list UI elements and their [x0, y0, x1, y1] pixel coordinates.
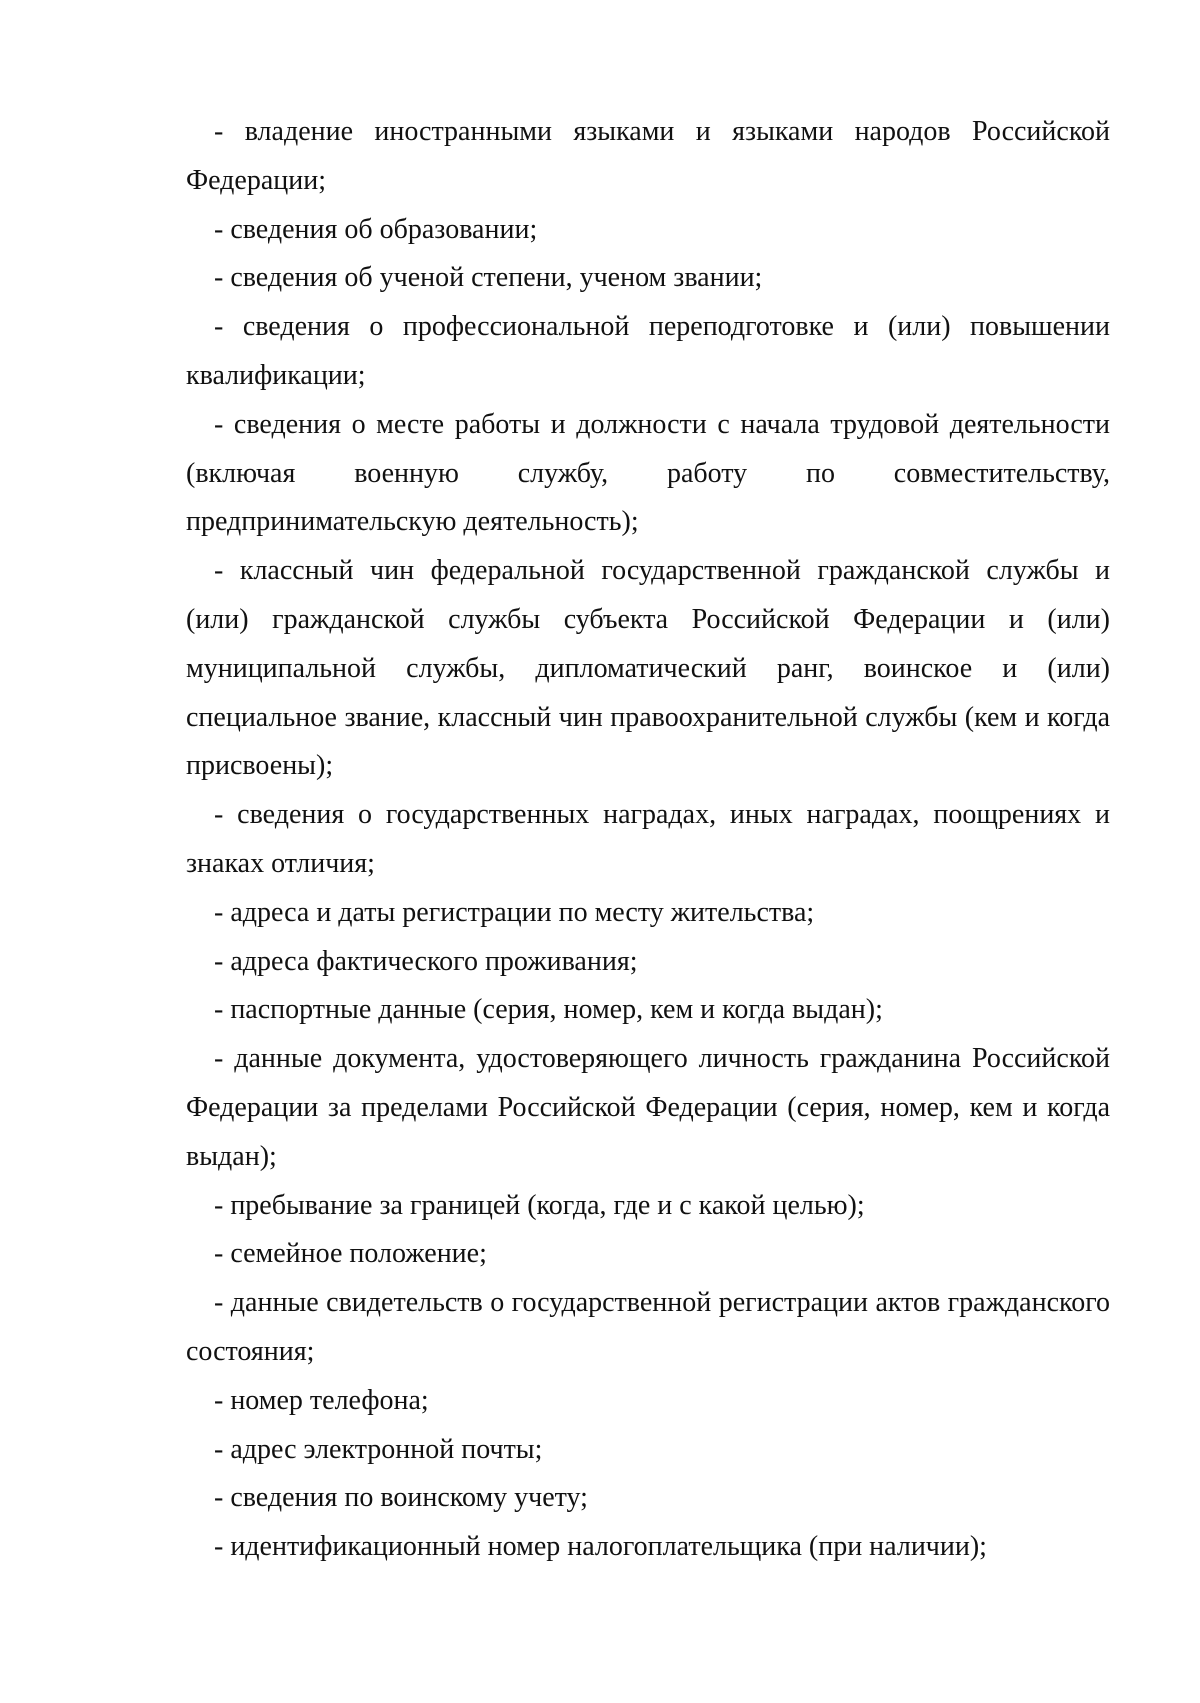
list-item-registration-address: - адреса и даты регистрации по месту жительства; — [214, 896, 815, 928]
list-item-stay-abroad: - пребывание за границей (когда, где и с какой целью); — [214, 1189, 865, 1221]
list-item-education: - сведения об образовании; — [214, 213, 538, 245]
list-item-passport-data: - паспортные данные (серия, номер, кем и когда выдан); — [214, 994, 883, 1026]
list-item-email-address: - адрес электронной почты; — [214, 1433, 543, 1465]
list-item-work-history: - сведения о месте работы и должности с начала трудовой деятельности (включая военную службу, работу по совместительству, предпринимательскую деятельность); — [186, 408, 1110, 538]
list-item-foreign-languages: - владение иностранными языками и языками народов Российской Федерации; — [186, 116, 1110, 196]
list-item-foreign-passport-data: - данные документа, удостоверяющего личность гражданина Российской Федерации за пределами Российской Федерации (серия, номер, кем и когда выдан); — [186, 1043, 1110, 1172]
list-item-state-awards: - сведения о государственных наградах, иных наградах, поощрениях и знаках отличия; — [186, 799, 1110, 879]
list-item-actual-address: - адреса фактического проживания; — [214, 945, 638, 977]
list-item-phone-number: - номер телефона; — [214, 1384, 429, 1416]
list-item-civil-status-certificates: - данные свидетельств о государственной регистрации актов гражданского состояния; — [186, 1287, 1110, 1367]
list-item-marital-status: - семейное положение; — [214, 1238, 487, 1270]
list-item-taxpayer-id: - идентификационный номер налогоплательщика (при наличии); — [214, 1531, 987, 1563]
list-item-class-rank: - классный чин федеральной государственной гражданской службы и (или) гражданской службы субъекта Российской Федерации и (или) муниципальной службы, дипломатический ранг, воинское и (или) специальное звание, классный чин правоохранительной службы (кем и когда присвоены); — [186, 555, 1110, 782]
list-item-professional-retraining: - сведения о профессиональной переподготовке и (или) повышении квалификации; — [186, 311, 1110, 391]
list-item-military-registration: - сведения по воинскому учету; — [214, 1482, 588, 1514]
list-item-academic-degree: - сведения об ученой степени, ученом звании; — [214, 262, 763, 294]
